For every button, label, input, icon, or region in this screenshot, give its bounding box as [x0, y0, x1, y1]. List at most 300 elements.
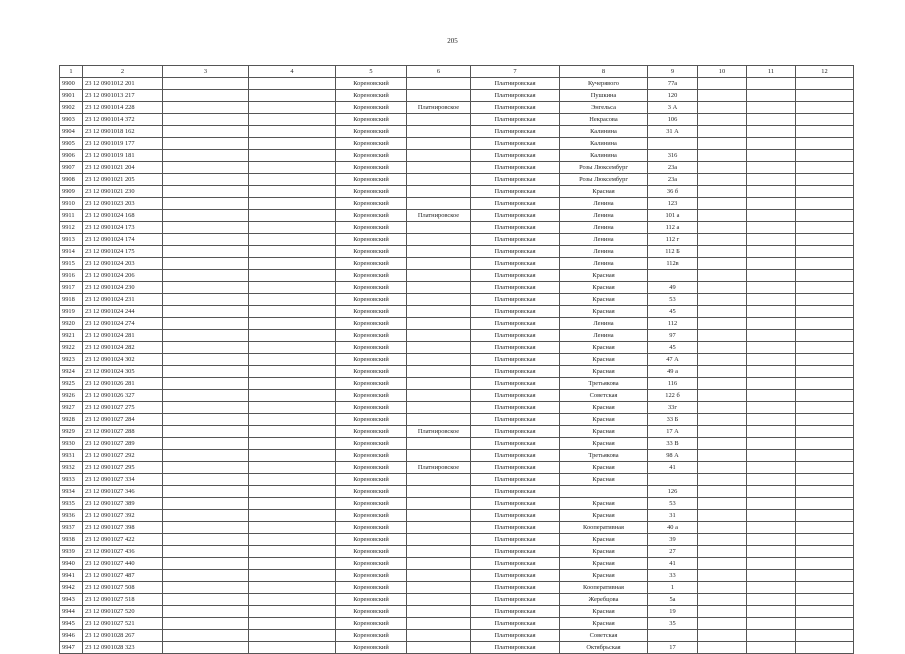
table-cell-col-11 — [747, 510, 796, 522]
table-cell-col-4 — [249, 162, 336, 174]
column-header-10: 10 — [698, 66, 747, 78]
table-cell-col-11 — [747, 402, 796, 414]
table-cell-col-8: Красная — [560, 474, 648, 486]
table-cell-col-3 — [163, 258, 249, 270]
table-row — [60, 450, 854, 462]
table-cell-col-3 — [163, 618, 249, 630]
table-cell-col-11 — [747, 390, 796, 402]
table-cell-col-4 — [249, 126, 336, 138]
table-cell-col-4 — [249, 558, 336, 570]
table-cell-col-8: Красная — [560, 186, 648, 198]
table-cell-col-2: 23 12 0901021 204 — [83, 162, 163, 174]
table-cell-col-7: Платнировская — [471, 426, 560, 438]
table-cell-col-12 — [796, 486, 854, 498]
table-cell-col-10 — [698, 150, 747, 162]
table-row — [60, 330, 854, 342]
table-cell-col-7: Платнировская — [471, 354, 560, 366]
table-cell-col-9: 97 — [648, 330, 698, 342]
table-cell-col-8: Розы Люксембург — [560, 174, 648, 186]
table-cell-col-7: Платнировская — [471, 510, 560, 522]
table-cell-col-12 — [796, 474, 854, 486]
table-cell-col-1: 9918 — [60, 294, 83, 306]
table-cell-col-8: Красная — [560, 606, 648, 618]
table-cell-col-6 — [407, 246, 471, 258]
table-cell-col-4 — [249, 306, 336, 318]
table-cell-col-6 — [407, 306, 471, 318]
table-cell-col-7: Платнировская — [471, 342, 560, 354]
table-cell-col-11 — [747, 186, 796, 198]
table-cell-col-7: Платнировская — [471, 126, 560, 138]
table-cell-col-12 — [796, 90, 854, 102]
table-cell-col-8: Красная — [560, 414, 648, 426]
table-cell-col-12 — [796, 558, 854, 570]
table-cell-col-2: 23 12 0901027 436 — [83, 546, 163, 558]
table-cell-col-5: Кореновский — [336, 318, 407, 330]
table-cell-col-9: 112в — [648, 258, 698, 270]
table-cell-col-2: 23 12 0901024 203 — [83, 258, 163, 270]
table-cell-col-3 — [163, 186, 249, 198]
table-cell-col-4 — [249, 354, 336, 366]
table-cell-col-5: Кореновский — [336, 354, 407, 366]
table-cell-col-2: 23 12 0901027 346 — [83, 486, 163, 498]
table-cell-col-11 — [747, 294, 796, 306]
table-cell-col-1: 9944 — [60, 606, 83, 618]
table-cell-col-4 — [249, 510, 336, 522]
table-cell-col-1: 9925 — [60, 378, 83, 390]
table-cell-col-10 — [698, 126, 747, 138]
table-cell-col-10 — [698, 318, 747, 330]
table-cell-col-7: Платнировская — [471, 270, 560, 282]
table-cell-col-8: Калинина — [560, 138, 648, 150]
table-cell-col-10 — [698, 174, 747, 186]
table-cell-col-3 — [163, 246, 249, 258]
table-cell-col-3 — [163, 450, 249, 462]
table-row — [60, 402, 854, 414]
table-row — [60, 162, 854, 174]
table-cell-col-8: Красная — [560, 270, 648, 282]
table-cell-col-6 — [407, 270, 471, 282]
table-cell-col-8: Красная — [560, 462, 648, 474]
table-cell-col-11 — [747, 486, 796, 498]
column-header-12: 12 — [796, 66, 854, 78]
table-row — [60, 102, 854, 114]
table-cell-col-8: Красная — [560, 426, 648, 438]
column-header-8: 8 — [560, 66, 648, 78]
table-cell-col-10 — [698, 378, 747, 390]
table-cell-col-1: 9915 — [60, 258, 83, 270]
table-cell-col-5: Кореновский — [336, 570, 407, 582]
table-cell-col-5: Кореновский — [336, 474, 407, 486]
table-cell-col-1: 9930 — [60, 438, 83, 450]
table-cell-col-1: 9945 — [60, 618, 83, 630]
table-cell-col-8: Розы Люксембург — [560, 162, 648, 174]
table-cell-col-7: Платнировская — [471, 198, 560, 210]
table-cell-col-11 — [747, 270, 796, 282]
table-cell-col-10 — [698, 486, 747, 498]
table-cell-col-3 — [163, 486, 249, 498]
column-header-9: 9 — [648, 66, 698, 78]
table-cell-col-6 — [407, 402, 471, 414]
table-cell-col-6 — [407, 342, 471, 354]
table-cell-col-5: Кореновский — [336, 594, 407, 606]
table-cell-col-9: 5а — [648, 594, 698, 606]
table-cell-col-8: Кучерявого — [560, 78, 648, 90]
table-cell-col-10 — [698, 438, 747, 450]
column-header-2: 2 — [83, 66, 163, 78]
table-cell-col-12 — [796, 258, 854, 270]
table-cell-col-9: 106 — [648, 114, 698, 126]
table-cell-col-5: Кореновский — [336, 174, 407, 186]
table-cell-col-1: 9909 — [60, 186, 83, 198]
table-cell-col-1: 9933 — [60, 474, 83, 486]
table-cell-col-6 — [407, 186, 471, 198]
table-cell-col-4 — [249, 366, 336, 378]
table-cell-col-6 — [407, 174, 471, 186]
table-cell-col-10 — [698, 186, 747, 198]
table-row — [60, 246, 854, 258]
table-cell-col-10 — [698, 450, 747, 462]
table-cell-col-2: 23 12 0901027 288 — [83, 426, 163, 438]
table-cell-col-5: Кореновский — [336, 642, 407, 654]
table-row — [60, 78, 854, 90]
table-cell-col-6 — [407, 450, 471, 462]
table-cell-col-6 — [407, 582, 471, 594]
table-cell-col-9: 98 А — [648, 450, 698, 462]
table-cell-col-2: 23 12 0901021 205 — [83, 174, 163, 186]
table-cell-col-6 — [407, 330, 471, 342]
table-cell-col-7: Платнировская — [471, 390, 560, 402]
table-cell-col-1: 9928 — [60, 414, 83, 426]
table-cell-col-5: Кореновский — [336, 522, 407, 534]
table-cell-col-6 — [407, 126, 471, 138]
table-cell-col-1: 9932 — [60, 462, 83, 474]
table-cell-col-12 — [796, 270, 854, 282]
table-cell-col-3 — [163, 198, 249, 210]
table-cell-col-8: Ленина — [560, 198, 648, 210]
table-cell-col-7: Платнировская — [471, 90, 560, 102]
column-header-1: 1 — [60, 66, 83, 78]
table-cell-col-2: 23 12 0901027 292 — [83, 450, 163, 462]
table-cell-col-6 — [407, 78, 471, 90]
table-cell-col-12 — [796, 294, 854, 306]
table-cell-col-11 — [747, 606, 796, 618]
table-cell-col-5: Кореновский — [336, 282, 407, 294]
table-cell-col-4 — [249, 342, 336, 354]
table-cell-col-12 — [796, 126, 854, 138]
table-cell-col-2: 23 12 0901024 282 — [83, 342, 163, 354]
table-cell-col-9: 27 — [648, 546, 698, 558]
column-header-4: 4 — [249, 66, 336, 78]
table-cell-col-6 — [407, 162, 471, 174]
table-cell-col-2: 23 12 0901027 398 — [83, 522, 163, 534]
table-cell-col-12 — [796, 186, 854, 198]
table-cell-col-3 — [163, 510, 249, 522]
table-cell-col-2: 23 12 0901024 244 — [83, 306, 163, 318]
table-cell-col-11 — [747, 522, 796, 534]
table-cell-col-11 — [747, 210, 796, 222]
table-cell-col-12 — [796, 282, 854, 294]
table-cell-col-7: Платнировская — [471, 366, 560, 378]
table-cell-col-11 — [747, 306, 796, 318]
table-cell-col-3 — [163, 642, 249, 654]
table-cell-col-1: 9923 — [60, 354, 83, 366]
table-cell-col-5: Кореновский — [336, 510, 407, 522]
table-cell-col-7: Платнировская — [471, 306, 560, 318]
table-cell-col-12 — [796, 150, 854, 162]
table-cell-col-4 — [249, 378, 336, 390]
table-cell-col-5: Кореновский — [336, 246, 407, 258]
table-cell-col-3 — [163, 234, 249, 246]
table-cell-col-6 — [407, 222, 471, 234]
table-cell-col-6 — [407, 234, 471, 246]
table-cell-col-8: Энгельса — [560, 102, 648, 114]
table-cell-col-6 — [407, 378, 471, 390]
table-cell-col-12 — [796, 306, 854, 318]
table-cell-col-12 — [796, 534, 854, 546]
table-cell-col-7: Платнировская — [471, 282, 560, 294]
table-cell-col-9: 33 — [648, 570, 698, 582]
table-cell-col-4 — [249, 486, 336, 498]
table-row — [60, 390, 854, 402]
table-cell-col-7: Платнировская — [471, 498, 560, 510]
table-cell-col-4 — [249, 114, 336, 126]
table-cell-col-7: Платнировская — [471, 234, 560, 246]
table-cell-col-4 — [249, 618, 336, 630]
table-cell-col-5: Кореновский — [336, 546, 407, 558]
table-cell-col-8: Красная — [560, 366, 648, 378]
table-cell-col-11 — [747, 378, 796, 390]
table-cell-col-6 — [407, 594, 471, 606]
table-cell-col-6 — [407, 570, 471, 582]
table-cell-col-3 — [163, 426, 249, 438]
table-cell-col-8: Советская — [560, 630, 648, 642]
table-cell-col-3 — [163, 594, 249, 606]
table-cell-col-8: Некрасова — [560, 114, 648, 126]
table-cell-col-3 — [163, 138, 249, 150]
table-cell-col-10 — [698, 414, 747, 426]
table-cell-col-8: Третьякова — [560, 450, 648, 462]
table-cell-col-5: Кореновский — [336, 498, 407, 510]
table-cell-col-3 — [163, 126, 249, 138]
table-cell-col-10 — [698, 462, 747, 474]
table-row — [60, 606, 854, 618]
table-cell-col-3 — [163, 90, 249, 102]
table-cell-col-2: 23 12 0901024 174 — [83, 234, 163, 246]
table-cell-col-3 — [163, 354, 249, 366]
table-cell-col-9: 33 Б — [648, 414, 698, 426]
table-row — [60, 426, 854, 438]
table-cell-col-2: 23 12 0901024 173 — [83, 222, 163, 234]
table-cell-col-12 — [796, 78, 854, 90]
table-cell-col-7: Платнировская — [471, 402, 560, 414]
table-cell-col-7: Платнировская — [471, 486, 560, 498]
table-cell-col-4 — [249, 570, 336, 582]
table-cell-col-4 — [249, 450, 336, 462]
table-cell-col-4 — [249, 78, 336, 90]
table-cell-col-7: Платнировская — [471, 630, 560, 642]
table-cell-col-3 — [163, 582, 249, 594]
table-cell-col-9: 53 — [648, 498, 698, 510]
table-cell-col-6 — [407, 150, 471, 162]
table-row — [60, 534, 854, 546]
table-cell-col-1: 9903 — [60, 114, 83, 126]
table-cell-col-5: Кореновский — [336, 534, 407, 546]
table-cell-col-11 — [747, 594, 796, 606]
table-cell-col-5: Кореновский — [336, 414, 407, 426]
table-cell-col-7: Платнировская — [471, 330, 560, 342]
table-cell-col-9: 23а — [648, 162, 698, 174]
table-cell-col-5: Кореновский — [336, 222, 407, 234]
table-cell-col-8: Красная — [560, 618, 648, 630]
table-cell-col-11 — [747, 474, 796, 486]
table-cell-col-11 — [747, 414, 796, 426]
table-cell-col-8: Ленина — [560, 210, 648, 222]
table-cell-col-8: Красная — [560, 402, 648, 414]
table-cell-col-2: 23 12 0901024 305 — [83, 366, 163, 378]
table-cell-col-11 — [747, 318, 796, 330]
table-cell-col-5: Кореновский — [336, 270, 407, 282]
table-cell-col-6 — [407, 414, 471, 426]
table-cell-col-3 — [163, 294, 249, 306]
table-cell-col-4 — [249, 270, 336, 282]
table-cell-col-4 — [249, 210, 336, 222]
table-cell-col-6: Платнировское — [407, 462, 471, 474]
table-cell-col-9: 19 — [648, 606, 698, 618]
table-cell-col-9: 116 — [648, 378, 698, 390]
table-cell-col-12 — [796, 642, 854, 654]
table-cell-col-12 — [796, 354, 854, 366]
table-cell-col-1: 9911 — [60, 210, 83, 222]
table-cell-col-4 — [249, 522, 336, 534]
table-row — [60, 342, 854, 354]
table-cell-col-7: Платнировская — [471, 318, 560, 330]
table-cell-col-2: 23 12 0901024 230 — [83, 282, 163, 294]
table-cell-col-12 — [796, 498, 854, 510]
table-cell-col-12 — [796, 522, 854, 534]
table-cell-col-11 — [747, 558, 796, 570]
table-cell-col-1: 9937 — [60, 522, 83, 534]
table-cell-col-3 — [163, 606, 249, 618]
table-cell-col-9: 40 а — [648, 522, 698, 534]
table-cell-col-10 — [698, 354, 747, 366]
table-cell-col-8: Ленина — [560, 234, 648, 246]
table-cell-col-4 — [249, 234, 336, 246]
page-number: 205 — [447, 37, 458, 45]
table-cell-col-6 — [407, 198, 471, 210]
table-cell-col-10 — [698, 426, 747, 438]
table-cell-col-7: Платнировская — [471, 222, 560, 234]
table-cell-col-12 — [796, 390, 854, 402]
table-cell-col-3 — [163, 114, 249, 126]
table-cell-col-1: 9942 — [60, 582, 83, 594]
table-cell-col-2: 23 12 0901024 206 — [83, 270, 163, 282]
table-cell-col-2: 23 12 0901027 289 — [83, 438, 163, 450]
table-cell-col-4 — [249, 534, 336, 546]
table-cell-col-11 — [747, 90, 796, 102]
table-cell-col-8: Ленина — [560, 330, 648, 342]
table-cell-col-1: 9914 — [60, 246, 83, 258]
table-cell-col-8: Ленина — [560, 222, 648, 234]
table-cell-col-11 — [747, 330, 796, 342]
table-cell-col-7: Платнировская — [471, 438, 560, 450]
table-cell-col-9: 45 — [648, 306, 698, 318]
table-row — [60, 294, 854, 306]
table-cell-col-3 — [163, 306, 249, 318]
table-cell-col-4 — [249, 594, 336, 606]
table-cell-col-5: Кореновский — [336, 558, 407, 570]
table-cell-col-6 — [407, 438, 471, 450]
table-cell-col-6 — [407, 522, 471, 534]
table-row — [60, 258, 854, 270]
table-cell-col-3 — [163, 210, 249, 222]
table-cell-col-2: 23 12 0901027 518 — [83, 594, 163, 606]
table-cell-col-9: 49 — [648, 282, 698, 294]
table-cell-col-5: Кореновский — [336, 138, 407, 150]
table-cell-col-5: Кореновский — [336, 210, 407, 222]
table-cell-col-3 — [163, 414, 249, 426]
table-cell-col-2: 23 12 0901026 327 — [83, 390, 163, 402]
table-cell-col-6: Платнировское — [407, 102, 471, 114]
table-cell-col-6 — [407, 354, 471, 366]
table-cell-col-6 — [407, 138, 471, 150]
table-cell-col-8: Красная — [560, 306, 648, 318]
table-cell-col-3 — [163, 534, 249, 546]
table-cell-col-10 — [698, 402, 747, 414]
table-cell-col-10 — [698, 366, 747, 378]
table-cell-col-10 — [698, 546, 747, 558]
table-cell-col-9: 77а — [648, 78, 698, 90]
table-cell-col-10 — [698, 114, 747, 126]
table-cell-col-5: Кореновский — [336, 462, 407, 474]
table-cell-col-4 — [249, 390, 336, 402]
table-row — [60, 546, 854, 558]
table-cell-col-7: Платнировская — [471, 570, 560, 582]
table-cell-col-1: 9913 — [60, 234, 83, 246]
column-header-3: 3 — [163, 66, 249, 78]
table-cell-col-2: 23 12 0901027 520 — [83, 606, 163, 618]
table-cell-col-10 — [698, 294, 747, 306]
table-cell-col-5: Кореновский — [336, 618, 407, 630]
table-cell-col-11 — [747, 126, 796, 138]
table-cell-col-7: Платнировская — [471, 582, 560, 594]
table-row — [60, 354, 854, 366]
table-cell-col-12 — [796, 450, 854, 462]
table-cell-col-10 — [698, 282, 747, 294]
table-cell-col-6 — [407, 642, 471, 654]
table-row — [60, 270, 854, 282]
table-cell-col-7: Платнировская — [471, 558, 560, 570]
table-cell-col-5: Кореновский — [336, 90, 407, 102]
table-cell-col-12 — [796, 402, 854, 414]
table-cell-col-2: 23 12 0901027 422 — [83, 534, 163, 546]
table-cell-col-3 — [163, 462, 249, 474]
table-row — [60, 378, 854, 390]
table-cell-col-9: 33 В — [648, 438, 698, 450]
table-cell-col-12 — [796, 246, 854, 258]
table-row — [60, 186, 854, 198]
table-cell-col-2: 23 12 0901027 392 — [83, 510, 163, 522]
table-cell-col-12 — [796, 342, 854, 354]
table-row — [60, 462, 854, 474]
table-cell-col-10 — [698, 570, 747, 582]
table-cell-col-8 — [560, 486, 648, 498]
table-cell-col-10 — [698, 330, 747, 342]
table-cell-col-9: 122 б — [648, 390, 698, 402]
table-cell-col-10 — [698, 78, 747, 90]
table-cell-col-2: 23 12 0901027 295 — [83, 462, 163, 474]
table-cell-col-9: 47 А — [648, 354, 698, 366]
table-cell-col-2: 23 12 0901026 281 — [83, 378, 163, 390]
